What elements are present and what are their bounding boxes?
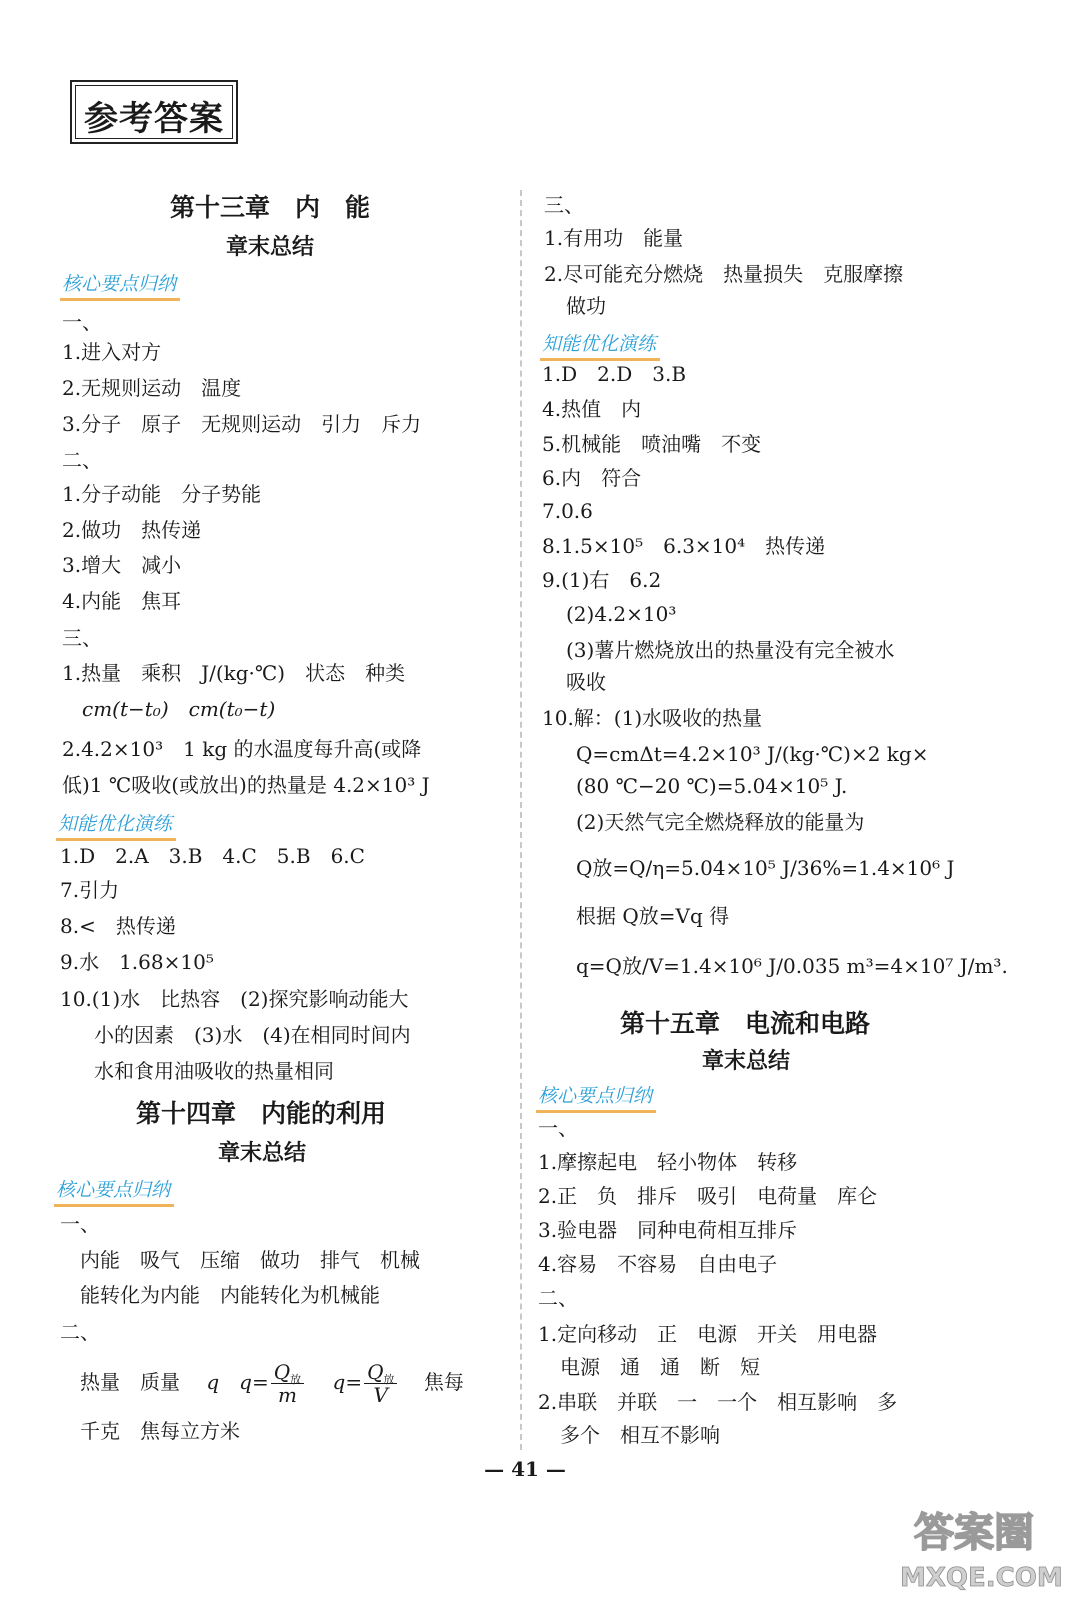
answer-line: cm(t−t₀) cm(t₀−t) bbox=[82, 697, 276, 721]
answer-line: 7.引力 bbox=[60, 878, 120, 902]
answer-line: 9.(1)右 6.2 bbox=[542, 568, 662, 592]
answer-line: 1.热量 乘积 J/(kg·℃) 状态 种类 bbox=[62, 661, 406, 685]
answer-line: 1.分子动能 分子势能 bbox=[62, 482, 262, 506]
answer-line: 1.D 2.A 3.B 4.C 5.B 6.C bbox=[60, 844, 365, 868]
answer-line: 3.增大 减小 bbox=[62, 553, 182, 577]
answer-line: 1.有用功 能量 bbox=[544, 226, 684, 250]
answer-line: 能转化为内能 内能转化为机械能 bbox=[80, 1283, 380, 1307]
practice-tag: 知能优化演练 bbox=[540, 328, 660, 361]
answer-line: 一、 bbox=[60, 1212, 100, 1236]
answer-line: 2.4.2×10³ 1 kg 的水温度每升高(或降 bbox=[62, 737, 422, 761]
answer-line: 2.尽可能充分燃烧 热量损失 克服摩擦 bbox=[544, 262, 904, 286]
formula-line: 热量 质量 q q= $\frac{Q_放}{m}$ q= $\frac{Q_放}{V}$ 焦每 bbox=[80, 1360, 464, 1407]
answer-line: 7.0.6 bbox=[542, 499, 593, 523]
answer-line: (2)天然气完全燃烧释放的能量为 bbox=[576, 810, 865, 834]
answer-line: 10.解：(1)水吸收的热量 bbox=[542, 706, 763, 730]
answer-line: q=Q放/V=1.4×10⁶ J/0.035 m³=4×10⁷ J/m³. bbox=[576, 954, 1008, 978]
answer-line: (80 ℃−20 ℃)=5.04×10⁵ J. bbox=[576, 774, 848, 798]
answer-line: 1.D 2.D 3.B bbox=[542, 362, 687, 386]
column-divider bbox=[520, 190, 522, 1450]
answer-line: 二、 bbox=[60, 1320, 100, 1344]
core-points-tag: 核心要点归纳 bbox=[60, 268, 180, 301]
answer-line: (2)4.2×10³ bbox=[566, 602, 677, 626]
chapter-13-summary: 章末总结 bbox=[226, 235, 315, 260]
answer-line: 10.(1)水 比热容 (2)探究影响动能大 bbox=[60, 987, 409, 1011]
page-number: — 41 — bbox=[484, 1457, 566, 1481]
answer-line: 1.定向移动 正 电源 开关 用电器 bbox=[538, 1322, 878, 1346]
answer-line: 2.做功 热传递 bbox=[62, 518, 202, 542]
chapter-15-summary: 章末总结 bbox=[702, 1049, 791, 1074]
answer-line: 4.内能 焦耳 bbox=[62, 589, 182, 613]
watermark-logo bbox=[894, 1498, 1074, 1594]
core-points-tag: 核心要点归纳 bbox=[536, 1080, 656, 1113]
answer-line: 水和食用油吸收的热量相同 bbox=[94, 1059, 334, 1083]
answer-line: 9.水 1.68×10⁵ bbox=[60, 950, 214, 974]
answer-line: 低)1 ℃吸收(或放出)的热量是 4.2×10³ J bbox=[62, 773, 430, 797]
answer-line: 二、 bbox=[538, 1286, 578, 1310]
answer-line: 千克 焦每立方米 bbox=[80, 1419, 240, 1443]
answer-line: 一、 bbox=[62, 310, 102, 334]
answer-line: Q放=Q/η=5.04×10⁵ J/36%=1.4×10⁶ J bbox=[576, 856, 955, 880]
answer-line: 2.无规则运动 温度 bbox=[62, 376, 242, 400]
core-points-tag: 核心要点归纳 bbox=[54, 1174, 174, 1207]
answer-line: 8.< 热传递 bbox=[60, 914, 176, 938]
chapter-14-title: 第十四章 内能的利用 bbox=[136, 1099, 387, 1128]
practice-tag: 知能优化演练 bbox=[56, 808, 176, 841]
answer-line: 2.正 负 排斥 吸引 电荷量 库仑 bbox=[538, 1184, 878, 1208]
answer-line: 一、 bbox=[538, 1116, 578, 1140]
answer-line: 做功 bbox=[566, 294, 606, 318]
watermark-bottom-text: MXQE.COM bbox=[900, 1563, 1063, 1593]
answer-line: 6.内 符合 bbox=[542, 466, 642, 490]
answer-line: 电源 通 通 断 短 bbox=[560, 1355, 760, 1379]
formula-text: 热量 质量 bbox=[80, 1370, 180, 1394]
answer-line: 8.1.5×10⁵ 6.3×10⁴ 热传递 bbox=[542, 534, 826, 558]
answer-line: 根据 Q放=Vq 得 bbox=[576, 904, 730, 928]
watermark-top-text: 答案圈 bbox=[914, 1510, 1034, 1556]
answer-line: 多个 相互不影响 bbox=[560, 1423, 720, 1447]
answer-line: 二、 bbox=[62, 448, 102, 472]
answer-line: 吸收 bbox=[566, 670, 606, 694]
chapter-14-summary: 章末总结 bbox=[218, 1141, 307, 1166]
answer-title: 参考答案 bbox=[84, 99, 224, 139]
answer-line: 3.分子 原子 无规则运动 引力 斥力 bbox=[62, 412, 422, 436]
answer-line: 小的因素 (3)水 (4)在相同时间内 bbox=[94, 1023, 411, 1047]
answer-line: 4.热值 内 bbox=[542, 397, 642, 421]
answer-line: 5.机械能 喷油嘴 不变 bbox=[542, 432, 762, 456]
answer-line: 1.进入对方 bbox=[62, 340, 162, 364]
chapter-15-title: 第十五章 电流和电路 bbox=[620, 1009, 871, 1038]
answer-title-box bbox=[70, 80, 238, 144]
answer-line: 内能 吸气 压缩 做功 排气 机械 bbox=[80, 1248, 420, 1272]
answer-line: 三、 bbox=[62, 626, 102, 650]
answer-line: (3)薯片燃烧放出的热量没有完全被水 bbox=[566, 638, 895, 662]
chapter-13-title: 第十三章 内 能 bbox=[170, 193, 371, 222]
answer-line: 3.验电器 同种电荷相互排斥 bbox=[538, 1218, 798, 1242]
answer-line: 2.串联 并联 一 一个 相互影响 多 bbox=[538, 1390, 898, 1414]
answer-line: 三、 bbox=[544, 193, 584, 217]
formula-text: 焦每 bbox=[423, 1370, 464, 1394]
answer-line: Q=cmΔt=4.2×10³ J/(kg·℃)×2 kg× bbox=[576, 742, 929, 766]
answer-line: 4.容易 不容易 自由电子 bbox=[538, 1252, 778, 1276]
answer-line: 1.摩擦起电 轻小物体 转移 bbox=[538, 1150, 798, 1174]
